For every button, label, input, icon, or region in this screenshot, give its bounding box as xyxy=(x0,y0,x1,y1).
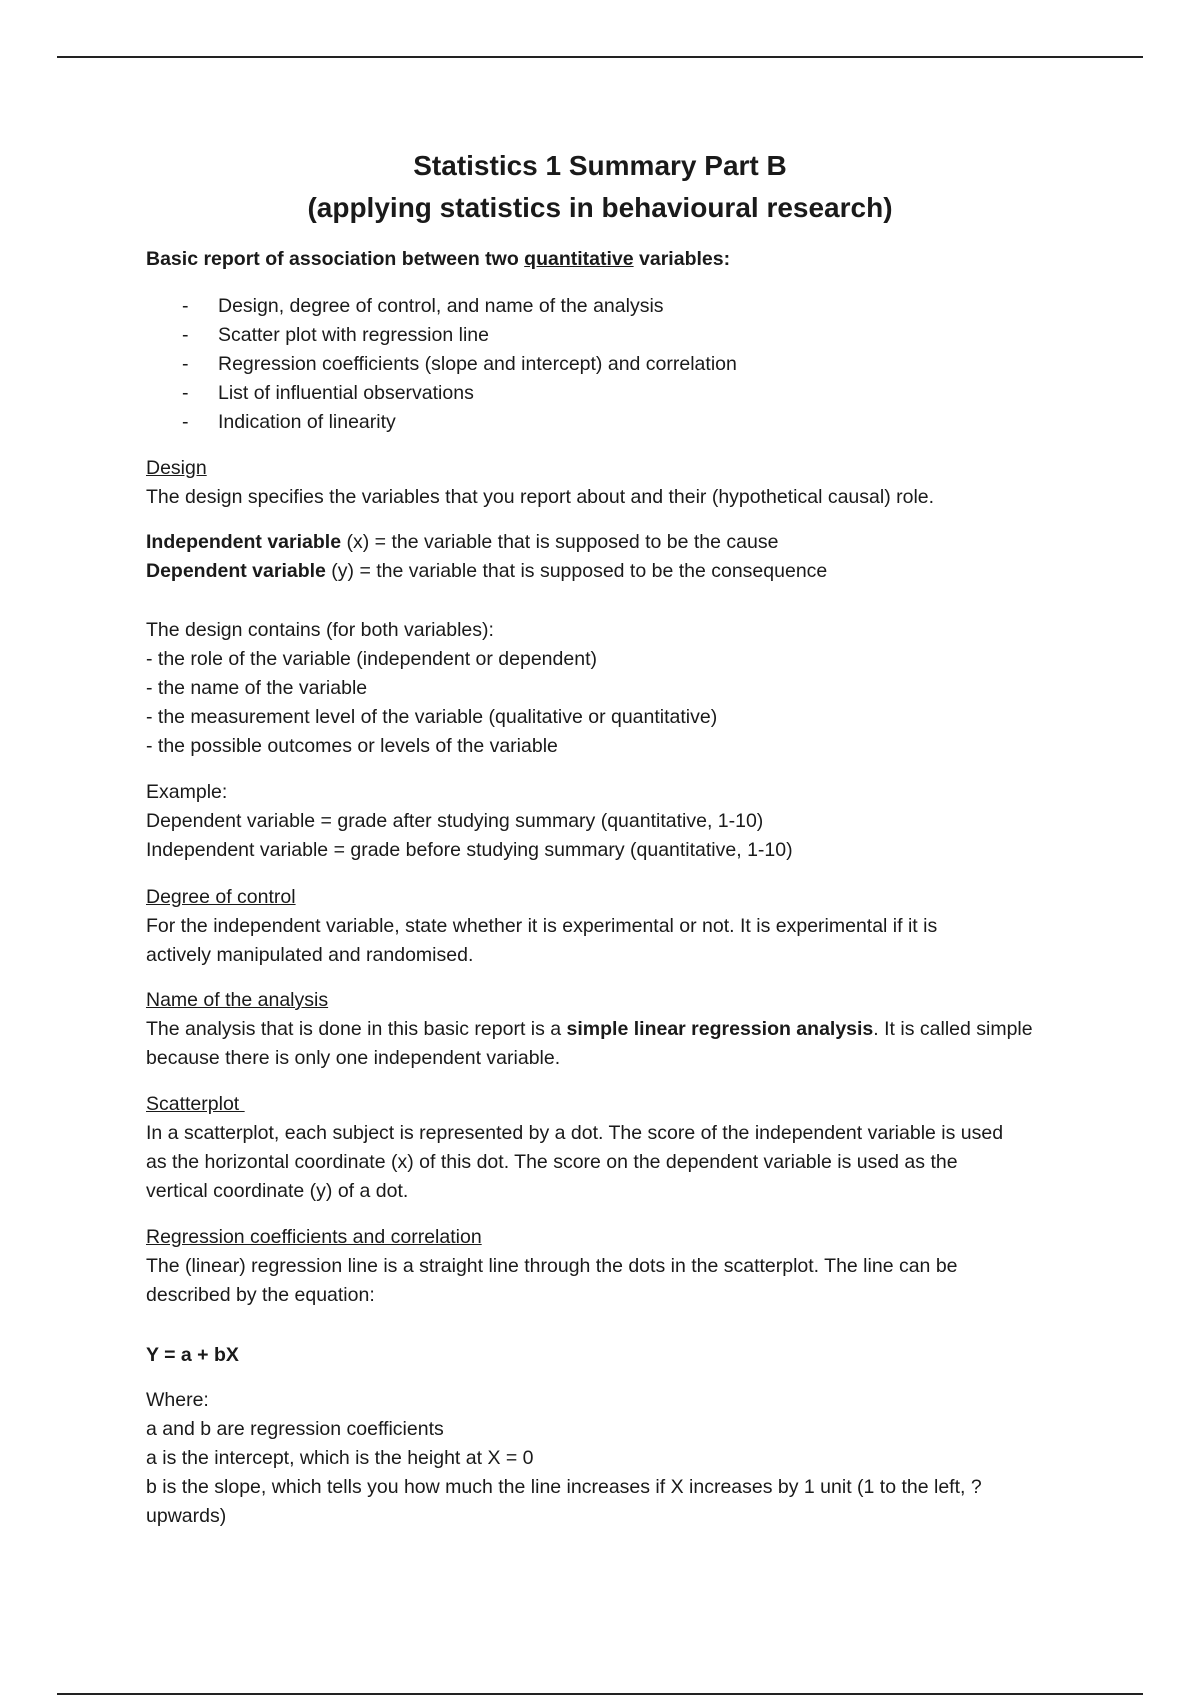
report-items-list xyxy=(146,292,1056,437)
design-section xyxy=(146,454,1056,512)
contains-intro: The design contains (for both variables): xyxy=(146,619,494,641)
intro-heading xyxy=(146,245,1056,274)
control-section xyxy=(146,883,1056,970)
where-line: a and b are regression coefficients xyxy=(146,1418,444,1440)
scatter-text: In a scatterplot, each subject is represented by a dot. The score of the independent variable is used xyxy=(146,1122,1004,1144)
example-section xyxy=(146,778,1056,865)
regression-text: described by the equation: xyxy=(146,1284,375,1306)
analysis-text: because there is only one independent variable. xyxy=(146,1047,561,1069)
regression-text: The (linear) regression line is a straight line through the dots in the scatterplot. The line can be xyxy=(146,1255,958,1277)
equation xyxy=(146,1341,1056,1370)
example-line: Independent variable = grade before studying summary (quantitative, 1-10) xyxy=(146,839,793,861)
list-item: - Regression coefficients (slope and intercept) and correlation xyxy=(182,353,737,375)
iv-text: (x) = the variable that is supposed to be the cause xyxy=(341,531,779,553)
where-line: upwards) xyxy=(146,1505,227,1527)
scatter-text: as the horizontal coordinate (x) of this dot. The score on the dependent variable is used as the xyxy=(146,1151,958,1173)
where-section xyxy=(146,1386,1056,1531)
intro-underlined: quantitative xyxy=(524,248,634,270)
design-contains xyxy=(146,616,1056,761)
intro-suffix: variables: xyxy=(633,248,731,270)
top-rule xyxy=(57,56,1143,58)
list-item: - Scatter plot with regression line xyxy=(182,324,489,346)
analysis-heading: Name of the analysis xyxy=(146,989,329,1011)
scatterplot-section xyxy=(146,1090,1056,1206)
variables-definitions xyxy=(146,528,1056,586)
where-label: Where: xyxy=(146,1389,209,1411)
regression-equation: Y = a + bX xyxy=(146,1344,239,1366)
design-heading: Design xyxy=(146,457,207,479)
where-line: a is the intercept, which is the height at X = 0 xyxy=(146,1447,534,1469)
dv-label: Dependent variable xyxy=(146,560,326,582)
design-text: The design specifies the variables that you report about and their (hypothetical causal) role. xyxy=(146,486,935,508)
contains-item: - the role of the variable (independent or dependent) xyxy=(146,648,597,670)
control-heading: Degree of control xyxy=(146,886,296,908)
scatter-text: vertical coordinate (y) of a dot. xyxy=(146,1180,409,1202)
analysis-section: Name of the analysis The analysis that is done in this basic report is a simple linear regression analysis. It is called simple because there is only one independent variable. xyxy=(146,986,1056,1073)
analysis-name: simple linear regression analysis xyxy=(566,1018,874,1040)
intro-prefix: Basic report of association between two xyxy=(146,248,525,270)
control-text: actively manipulated and randomised. xyxy=(146,944,474,966)
contains-item: - the possible outcomes or levels of the variable xyxy=(146,735,558,757)
dv-text: (y) = the variable that is supposed to be the consequence xyxy=(325,560,828,582)
list-item: - Design, degree of control, and name of the analysis xyxy=(182,295,664,317)
where-line: b is the slope, which tells you how much the line increases if X increases by 1 unit (1 to the left, ? xyxy=(146,1476,982,1498)
list-item: - List of influential observations xyxy=(182,382,474,404)
scatter-heading: Scatterplot xyxy=(146,1093,245,1115)
regression-section xyxy=(146,1223,1056,1310)
list-item: - Indication of linearity xyxy=(182,411,396,433)
contains-item: - the measurement level of the variable (qualitative or quantitative) xyxy=(146,706,718,728)
document-subtitle: (applying statistics in behavioural research) xyxy=(307,192,893,223)
regression-heading: Regression coefficients and correlation xyxy=(146,1226,482,1248)
example-label: Example: xyxy=(146,781,228,803)
example-line: Dependent variable = grade after studying summary (quantitative, 1-10) xyxy=(146,810,764,832)
iv-label: Independent variable xyxy=(146,531,342,553)
control-text: For the independent variable, state whether it is experimental or not. It is experimental if it is xyxy=(146,915,938,937)
contains-item: - the name of the variable xyxy=(146,677,368,699)
document-title: Statistics 1 Summary Part B xyxy=(413,150,787,181)
bottom-rule xyxy=(57,1693,1143,1695)
